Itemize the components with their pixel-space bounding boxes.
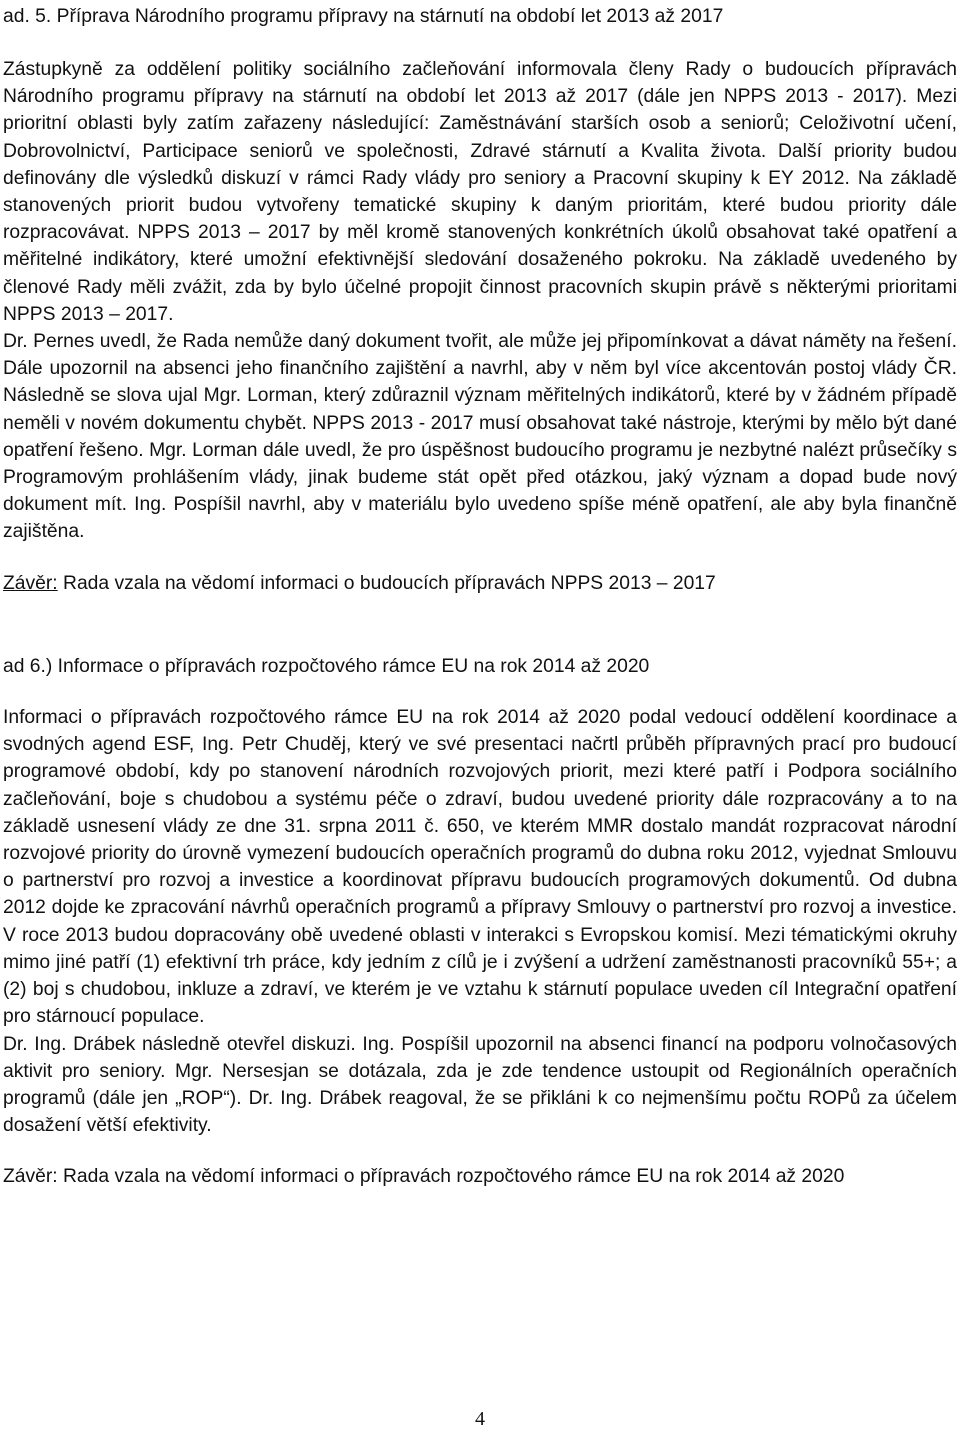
- conclusion-text: Rada vzala na vědomí informaci o budoucích přípravách NPPS 2013 – 2017: [57, 572, 716, 594]
- section-6-paragraph-2: Dr. Ing. Drábek následně otevřel diskuzi. Ing. Pospíšil upozornil na absenci financí na podporu volnočasových aktivit pro seniory. Mgr. Nersesjan se dotázala, zda je zde tendence ustoupit od Regionálních operačních programů (dále jen „ROP“). Dr. Ing. Drábek reagoval, že se přikláni k co nejmenšímu počtu ROPů za účelem dosažení větší efektivity.: [3, 1033, 957, 1137]
- section-5-paragraph-2: Dr. Pernes uvedl, že Rada nemůže daný dokument tvořit, ale může jej připomínkovat a dávat náměty na řešení. Dále upozornil na absenci jeho finančního zajištění a navrhl, aby v něm byl více akcentován postoj vlády ČR. Následně se slova ujal Mgr. Lorman, který zdůraznil význam měřitelných indikátorů, které by v žádném případě neměli v novém dokumentu chybět. NPPS 2013 - 2017 musí obsahovat také nástroje, kterými by mělo být dané opatření řešeno. Mgr. Lorman dále uvedl, že pro úspěšnost budoucího programu je nezbytné nalézt průsečíky s Programovým prohlášením vlády, jinak budeme stát opět před otázkou, jaký význam a dopad bude nový dokument mít. Ing. Pospíšil navrhl, aby v materiálu bylo uvedeno spíše méně opatření, ale aby byla finančně zajištěna.: [3, 331, 957, 543]
- section-6-conclusion: Závěr: Rada vzala na vědomí informaci o přípravách rozpočtového rámce EU na rok 2014 až 2020: [3, 1166, 845, 1188]
- section-6-heading: ad 6.) Informace o přípravách rozpočtového rámce EU na rok 2014 až 2020: [3, 655, 650, 677]
- spacer: [3, 1139, 957, 1163]
- spacer: [3, 680, 957, 704]
- spacer: [3, 30, 957, 56]
- conclusion-label: Závěr:: [3, 572, 58, 594]
- spacer: [3, 597, 957, 653]
- spacer: [3, 546, 957, 570]
- section-6-paragraph-1: Informaci o přípravách rozpočtového rámce EU na rok 2014 až 2020 podal vedoucí oddělení koordinace a svodných agend ESF, Ing. Petr Chuděj, který ve své presentaci načrtl průběh přípravných prací pro budoucí programové období, kdy po stanovení národních rozvojových priorit, mezi které patří i Podpora sociálního začleňování, boje s chudobou a systému péče o zdraví, budou uvedené priority dále rozpracovány a to na základě usnesení vlády ze dne 31. srpna 2011 č. 650, ve kterém MMR dostalo mandát rozpracovat národní rozvojové priority do úrovně vymezení budoucích operačních programů do dubna roku 2012, vyjednat Smlouvu o partnerství pro rozvoj a investice a koordinovat přípravu budoucích programových dokumentů. Od dubna 2012 dojde ke zpracování návrhů operačních programů a přípravy Smlouvy o partnerství pro rozvoj a investice. V roce 2013 budou dopracovány obě uvedené oblasti v interakci s Evropskou komisí. Mezi tématickými okruhy mimo jiné patří (1) efektivní trh práce, kdy jedním z cílů je i zvýšení a udržení zaměstnanosti pracovníků 55+; a (2) boj s chudobou, inkluze a zdraví, ve kterém je ve vztahu k stárnutí populace uveden cíl Integrační opatření pro stárnoucí populace.: [3, 707, 957, 1028]
- section-5-heading: ad. 5. Příprava Národního programu přípravy na stárnutí na období let 2013 až 2017: [3, 6, 724, 27]
- document-page: [3, 0, 957, 1191]
- page-number: 4: [475, 1408, 485, 1430]
- section-5-conclusion: [3, 570, 957, 597]
- section-5-paragraph-1: Zástupkyně za oddělení politiky sociálního začleňování informovala členy Rady o budoucích přípravách Národního programu přípravy na stárnutí na období let 2013 až 2017 (dále jen NPPS 2013 - 2017). Mezi prioritní oblasti byly zatím zařazeny následující: Zaměstnávání starších osob a seniorů; Celoživotní učení, Dobrovolnictví, Participace seniorů ve společnosti, Zdravé stárnutí a Kvalita života. Další priority budou definovány dle výsledků diskuzí v rámci Rady vlády pro seniory a Pracovní skupiny k EY 2012. Na základě stanovených priorit budou vytvořeny tematické skupiny k daným prioritám, které budou priority dále rozpracovávat. NPPS 2013 – 2017 by měl kromě stanovených konkrétních úkolů obsahovat také opatření a měřitelné indikátory, které umožní efektivnější sledování dosaženého pokroku. Na základě uvedeného by členové Rady měli zvážit, zda by bylo účelné propojit činnost pracovních skupin právě s některými prioritami NPPS 2013 – 2017.: [3, 59, 957, 325]
